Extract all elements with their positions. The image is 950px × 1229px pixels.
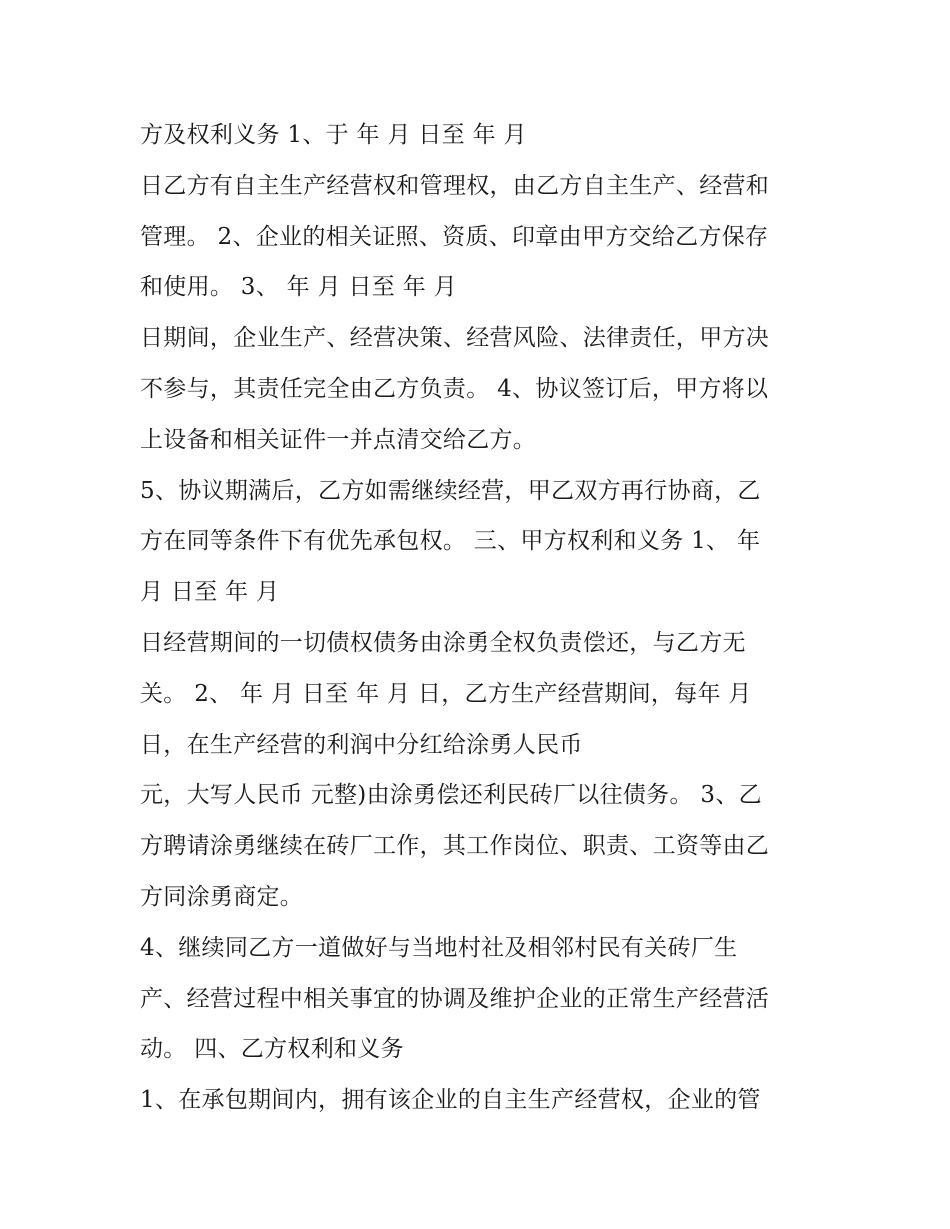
text-line: 上设备和相关证件一并点清交给乙方。 [140,426,537,453]
text-line: 元，大写人民币 元整)由涂勇偿还利民砖厂以往债务。 3、乙 [140,782,762,809]
text-line: 关。 2、 年 月 日至 年 月 日，乙方生产经营期间，每年 月 [140,680,752,707]
text-line: 和使用。 3、 年 月 日至 年 月 [140,274,457,301]
text-line: 不参与，其责任完全由乙方负责。 4、协议签订后，甲方将以 [140,375,769,402]
text-line: 1、在承包期间内，拥有该企业的自主生产经营权，企业的管 [140,1087,761,1114]
text-line: 日，在生产经营的利润中分红给涂勇人民币 [140,731,583,758]
text-line: 4、继续同乙方一道做好与当地村社及相邻村民有关砖厂生 [140,934,738,961]
text-line: 产、经营过程中相关事宜的协调及维护企业的正常生产经营活 [140,985,770,1012]
text-line: 5、协议期满后，乙方如需继续经营，甲乙双方再行协商，乙 [140,477,761,504]
text-line: 日经营期间的一切债权债务由涂勇全权负责偿还，与乙方无 [140,629,746,656]
document-body [140,110,830,1126]
text-line: 方同涂勇商定。 [140,883,304,910]
text-line: 月 日至 年 月 [140,579,280,606]
text-line: 动。 四、乙方权利和义务 [140,1036,404,1063]
text-line: 日乙方有自主生产经营权和管理权，由乙方自主生产、经营和 [140,172,770,199]
text-line: 方聘请涂勇继续在砖厂工作，其工作岗位、职责、工资等由乙 [140,833,770,860]
text-line: 管理。 2、企业的相关证照、资质、印章由甲方交给乙方保存 [140,223,769,250]
text-line: 方在同等条件下有优先承包权。 三、甲方权利和义务 1、 年 [140,528,761,555]
text-line: 方及权利义务 1、于 年 月 日至 年 月 [140,122,527,148]
text-line: 日期间，企业生产、经营决策、经营风险、法律责任，甲方决 [140,325,770,352]
